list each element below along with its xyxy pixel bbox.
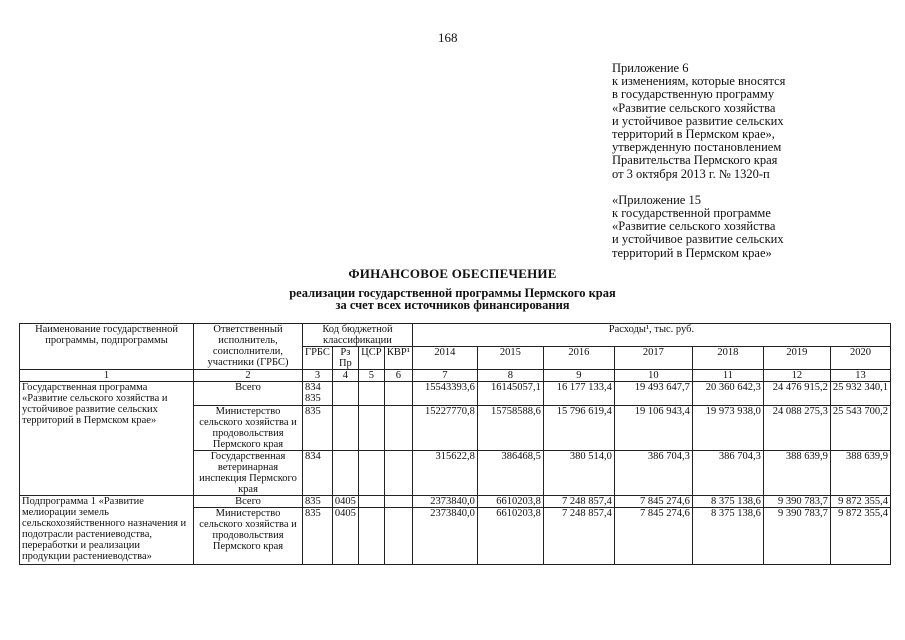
appendix-line: к изменениям, которые вносятся bbox=[612, 74, 786, 89]
column-number: 11 bbox=[692, 370, 763, 382]
executor-cell: Государственная ветеринарная инспекция Пермского края bbox=[194, 451, 303, 496]
page-number: 168 bbox=[438, 30, 458, 45]
kvr-cell bbox=[384, 451, 412, 496]
appendix-line: территорий в Пермском крае», bbox=[612, 127, 775, 142]
appendix-block bbox=[612, 62, 852, 260]
appendix-line: от 3 октября 2013 г. № 1320-п bbox=[612, 166, 770, 181]
header-budget-code: Код бюджетной классификации bbox=[303, 324, 413, 347]
subtitle-line-1: реализации государственной программы Пермского края bbox=[289, 286, 616, 300]
document-title: ФИНАНСОВОЕ ОБЕСПЕЧЕНИЕ bbox=[348, 266, 557, 281]
value-cell: 15543393,6 bbox=[412, 382, 477, 406]
appendix-line: «Развитие сельского хозяйства bbox=[612, 100, 776, 115]
header-expenses: Расходы¹, тыс. руб. bbox=[412, 324, 890, 347]
value-cell: 8 375 138,6 bbox=[692, 508, 763, 565]
column-number: 2 bbox=[194, 370, 303, 382]
value-cell: 6610203,8 bbox=[477, 508, 543, 565]
header-executor: Ответственный исполнитель, соисполнители, участники (ГРБС) bbox=[194, 324, 303, 370]
value-cell: 388 639,9 bbox=[763, 451, 830, 496]
header-year: 2014 bbox=[412, 347, 477, 370]
grbs-cell: 834 bbox=[303, 451, 333, 496]
grbs-cell: 834 835 bbox=[303, 382, 333, 406]
appendix-quote-line: и устойчивое развитие сельских bbox=[612, 232, 784, 247]
header-csr: ЦСР bbox=[358, 347, 384, 370]
appendix-quote-line: «Приложение 15 bbox=[612, 192, 701, 207]
value-cell: 386 704,3 bbox=[692, 451, 763, 496]
value-cell: 2373840,0 bbox=[412, 508, 477, 565]
appendix-quote-line: к государственной программе bbox=[612, 206, 771, 221]
value-cell: 16 177 133,4 bbox=[543, 382, 614, 406]
rz-cell bbox=[332, 382, 358, 406]
rz-cell: 0405 bbox=[332, 508, 358, 565]
value-cell: 380 514,0 bbox=[543, 451, 614, 496]
header-year: 2015 bbox=[477, 347, 543, 370]
header-row bbox=[20, 324, 891, 347]
column-number: 5 bbox=[358, 370, 384, 382]
document-subtitle bbox=[0, 287, 905, 311]
subprogram-name: Подпрограмма 1 «Развитие мелиорации земель сельскохозяйственного назначения и подотрасли растениеводства, переработки и реализации продукции растениеводства» bbox=[20, 496, 194, 565]
appendix-line: Приложение 6 bbox=[612, 61, 689, 75]
appendix-quote-line: территорий в Пермском крае» bbox=[612, 245, 772, 260]
column-number: 9 bbox=[543, 370, 614, 382]
csr-cell bbox=[358, 496, 384, 508]
value-cell: 7 248 857,4 bbox=[543, 496, 614, 508]
header-year: 2019 bbox=[763, 347, 830, 370]
value-cell: 386 704,3 bbox=[614, 451, 692, 496]
column-number: 3 bbox=[303, 370, 333, 382]
value-cell: 7 248 857,4 bbox=[543, 508, 614, 565]
rz-cell: 0405 bbox=[332, 496, 358, 508]
csr-cell bbox=[358, 508, 384, 565]
value-cell: 25 932 340,1 bbox=[830, 382, 890, 406]
appendix-quote-line: «Развитие сельского хозяйства bbox=[612, 219, 776, 234]
header-year: 2020 bbox=[830, 347, 890, 370]
grbs-cell: 835 bbox=[303, 406, 333, 451]
value-cell: 15227770,8 bbox=[412, 406, 477, 451]
executor-cell: Всего bbox=[194, 382, 303, 406]
column-number: 13 bbox=[830, 370, 890, 382]
header-rz-pr: Рз Пр bbox=[332, 347, 358, 370]
appendix-line: утвержденную постановлением bbox=[612, 140, 782, 155]
column-number: 4 bbox=[332, 370, 358, 382]
column-number: 7 bbox=[412, 370, 477, 382]
header-year: 2018 bbox=[692, 347, 763, 370]
csr-cell bbox=[358, 406, 384, 451]
appendix-line: Правительства Пермского края bbox=[612, 153, 778, 168]
value-cell: 8 375 138,6 bbox=[692, 496, 763, 508]
column-number: 10 bbox=[614, 370, 692, 382]
kvr-cell bbox=[384, 382, 412, 406]
header-grbs: ГРБС bbox=[303, 347, 333, 370]
appendix-line: в государственную программу bbox=[612, 87, 775, 102]
financing-table bbox=[19, 323, 891, 565]
value-cell: 15 796 619,4 bbox=[543, 406, 614, 451]
table-row bbox=[20, 382, 891, 406]
csr-cell bbox=[358, 382, 384, 406]
table-row bbox=[20, 496, 891, 508]
value-cell: 24 476 915,2 bbox=[763, 382, 830, 406]
grbs-cell: 835 bbox=[303, 496, 333, 508]
value-cell: 25 543 700,2 bbox=[830, 406, 890, 451]
header-year: 2017 bbox=[614, 347, 692, 370]
program-name: Государственная программа «Развитие сельского хозяйства и устойчивое развитие сельских территорий в Пермском крае» bbox=[20, 382, 194, 496]
value-cell: 9 390 783,7 bbox=[763, 496, 830, 508]
appendix-line: и устойчивое развитие сельских bbox=[612, 113, 784, 128]
column-number: 12 bbox=[763, 370, 830, 382]
value-cell: 24 088 275,3 bbox=[763, 406, 830, 451]
value-cell: 19 973 938,0 bbox=[692, 406, 763, 451]
value-cell: 386468,5 bbox=[477, 451, 543, 496]
kvr-cell bbox=[384, 406, 412, 451]
value-cell: 16145057,1 bbox=[477, 382, 543, 406]
subtitle-line-2: за счет всех источников финансирования bbox=[335, 298, 570, 312]
value-cell: 7 845 274,6 bbox=[614, 496, 692, 508]
column-number: 6 bbox=[384, 370, 412, 382]
rz-cell bbox=[332, 406, 358, 451]
executor-cell: Министерство сельского хозяйства и продовольствия Пермского края bbox=[194, 508, 303, 565]
header-name: Наименование государственной программы, подпрограммы bbox=[20, 324, 194, 370]
header-kvr: КВР¹ bbox=[384, 347, 412, 370]
executor-cell: Всего bbox=[194, 496, 303, 508]
kvr-cell bbox=[384, 508, 412, 565]
kvr-cell bbox=[384, 496, 412, 508]
value-cell: 9 872 355,4 bbox=[830, 508, 890, 565]
column-number-row bbox=[20, 370, 891, 382]
column-number: 8 bbox=[477, 370, 543, 382]
csr-cell bbox=[358, 451, 384, 496]
value-cell: 20 360 642,3 bbox=[692, 382, 763, 406]
value-cell: 9 872 355,4 bbox=[830, 496, 890, 508]
rz-cell bbox=[332, 451, 358, 496]
value-cell: 19 106 943,4 bbox=[614, 406, 692, 451]
value-cell: 15758588,6 bbox=[477, 406, 543, 451]
executor-cell: Министерство сельского хозяйства и продовольствия Пермского края bbox=[194, 406, 303, 451]
grbs-cell: 835 bbox=[303, 508, 333, 565]
value-cell: 19 493 647,7 bbox=[614, 382, 692, 406]
value-cell: 388 639,9 bbox=[830, 451, 890, 496]
value-cell: 315622,8 bbox=[412, 451, 477, 496]
value-cell: 6610203,8 bbox=[477, 496, 543, 508]
value-cell: 7 845 274,6 bbox=[614, 508, 692, 565]
value-cell: 2373840,0 bbox=[412, 496, 477, 508]
header-year: 2016 bbox=[543, 347, 614, 370]
column-number: 1 bbox=[20, 370, 194, 382]
value-cell: 9 390 783,7 bbox=[763, 508, 830, 565]
